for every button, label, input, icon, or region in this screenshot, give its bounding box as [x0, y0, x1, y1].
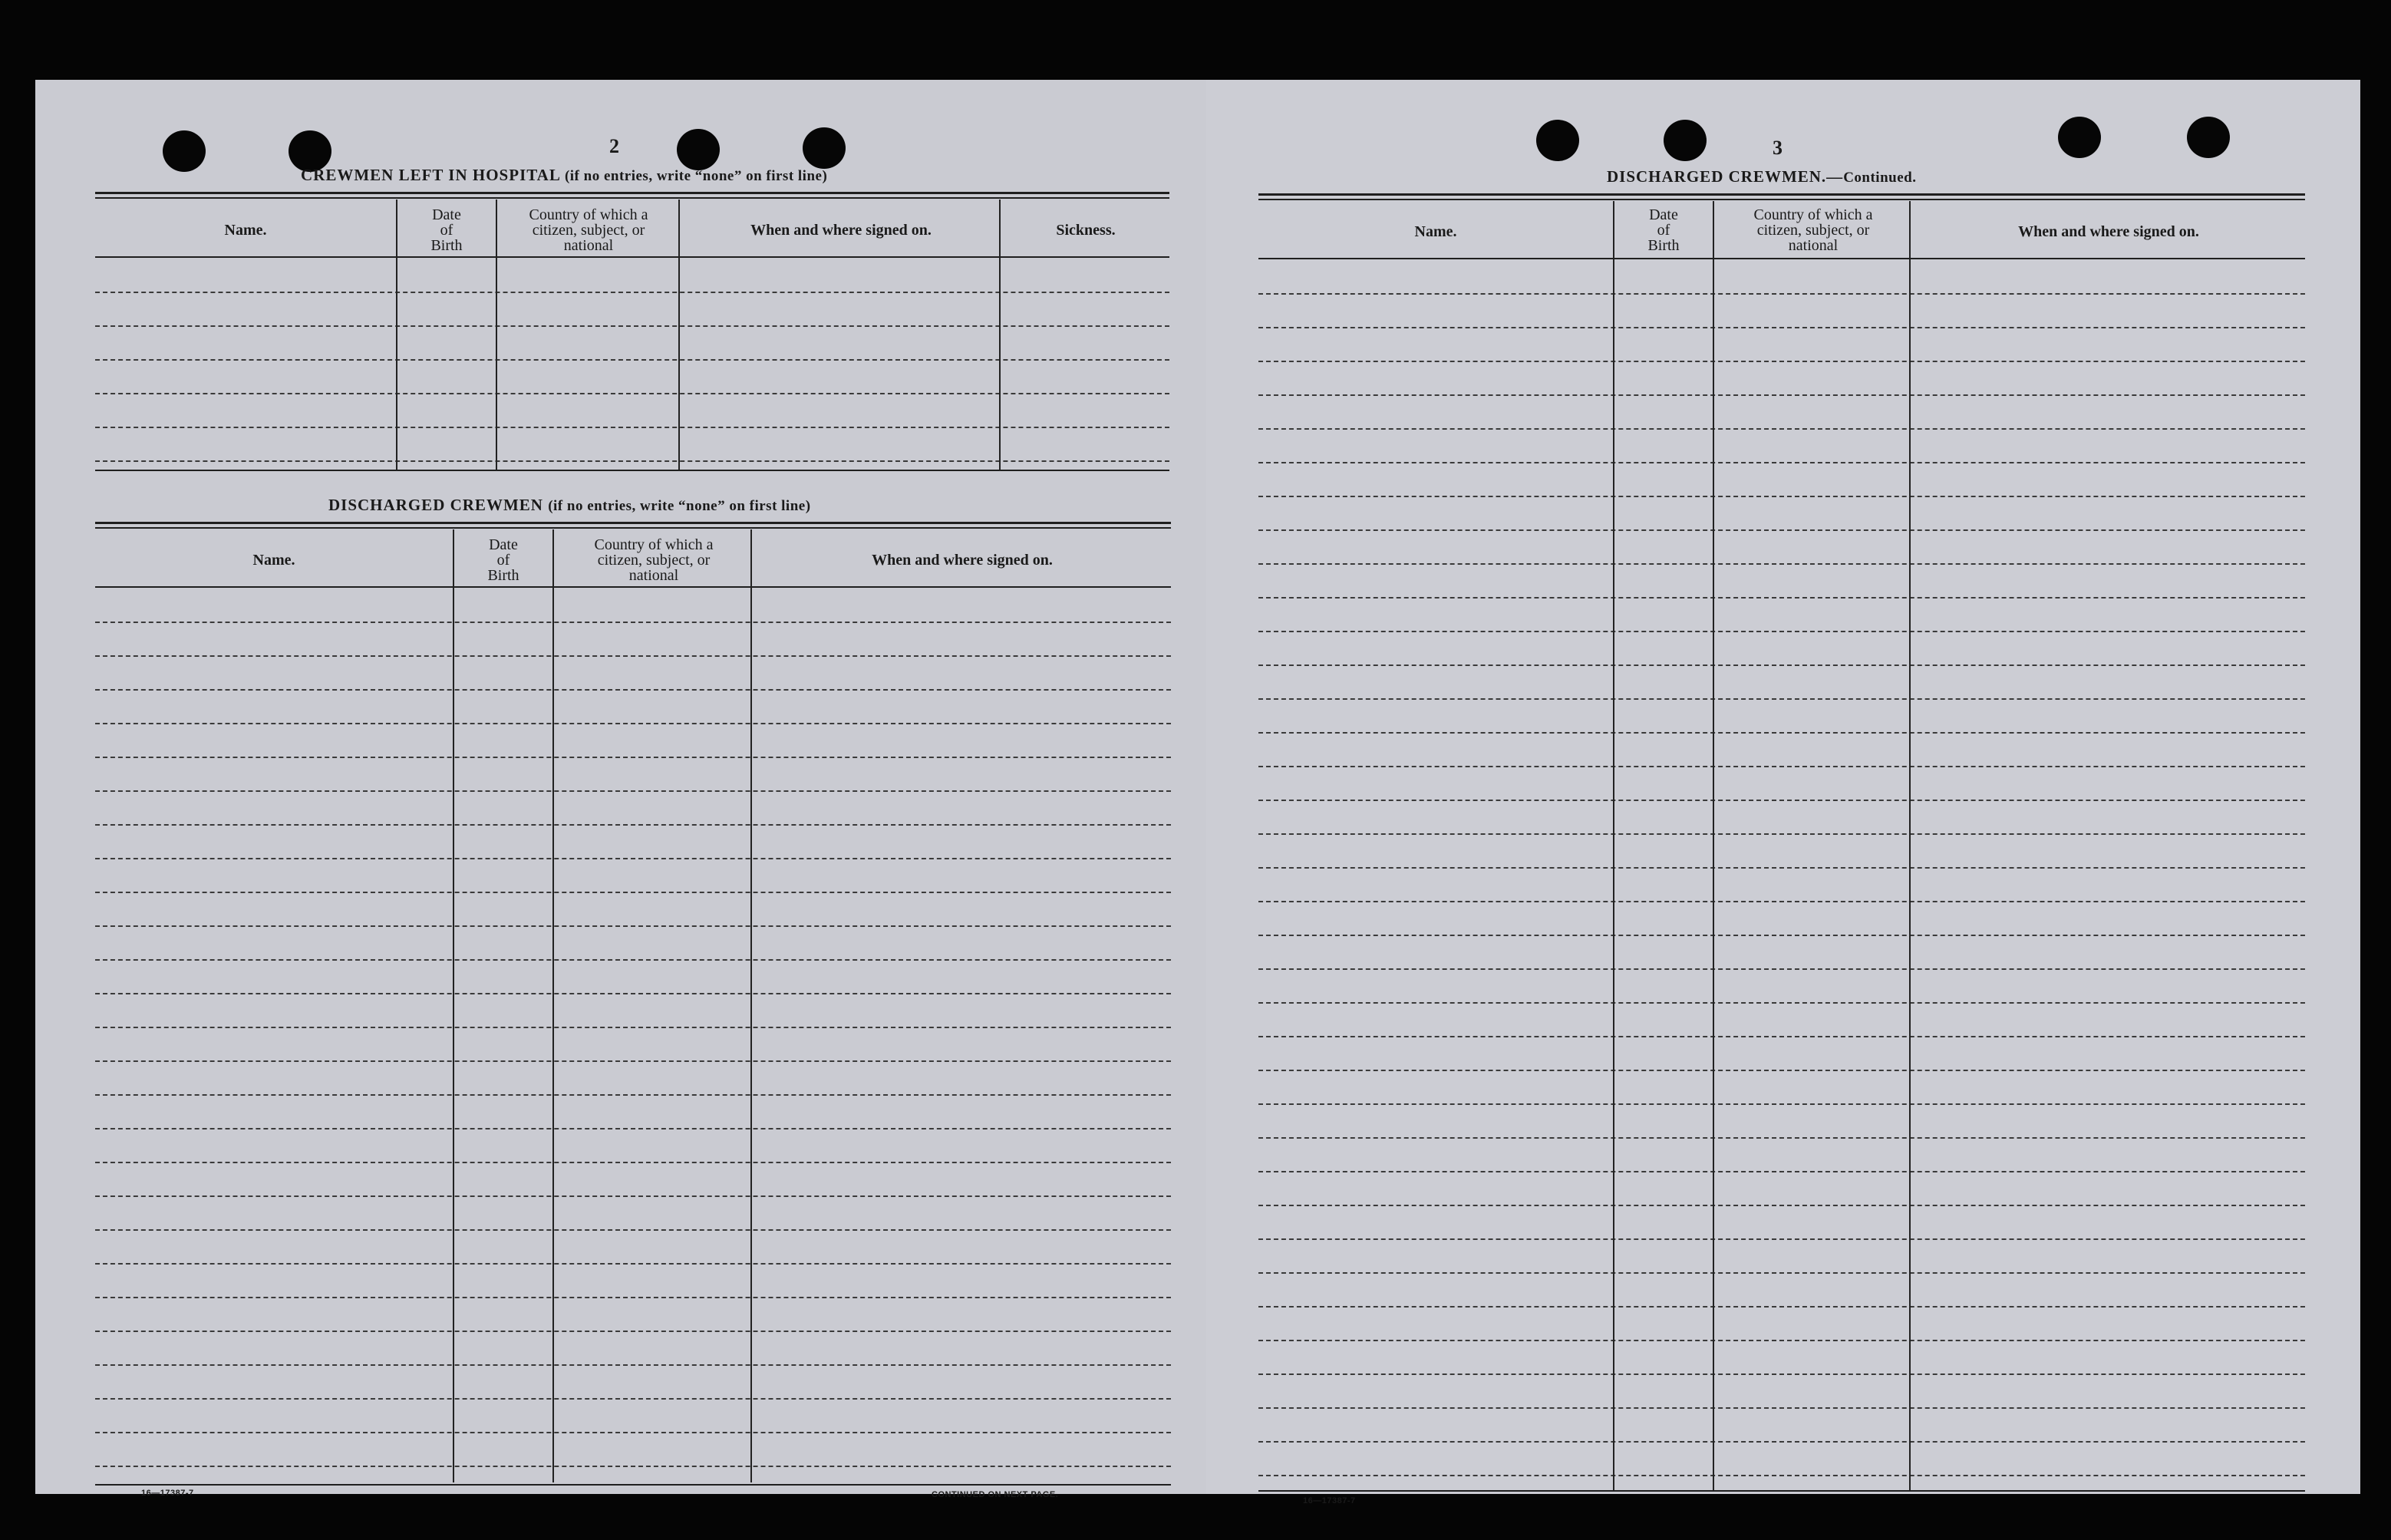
- discharged-subtitle-text: (if no entries, write “none” on first line): [548, 498, 811, 514]
- col-signed-on-header: When and where signed on.: [2018, 223, 2199, 240]
- blank-entry-line: [1258, 327, 2305, 328]
- blank-entry-line: [1258, 1272, 2305, 1274]
- column-divider: [1713, 201, 1714, 1490]
- hdr-line: citizen, subject, or: [532, 222, 645, 239]
- blank-entry-line: [1258, 732, 2305, 734]
- blank-entry-line: [95, 1466, 1171, 1467]
- continued-section-title: [1607, 167, 1916, 186]
- blank-entry-line: [95, 723, 1171, 724]
- punch-hole: [2058, 117, 2101, 158]
- form-number: 16—17387-7: [1303, 1496, 1356, 1505]
- continued-title-suffix: Continued.: [1843, 170, 1917, 186]
- page-number: 2: [609, 135, 619, 157]
- blank-entry-line: [1258, 563, 2305, 565]
- blank-entry-line: [1258, 968, 2305, 970]
- punch-hole: [803, 127, 846, 169]
- blank-entry-line: [1258, 1205, 2305, 1206]
- hdr-line: citizen, subject, or: [1756, 222, 1870, 239]
- hdr-line: national: [628, 567, 679, 584]
- table-top-rule: [95, 527, 1171, 529]
- blank-entry-line: [95, 655, 1171, 657]
- hdr-line: Date: [432, 206, 461, 223]
- form-number: 16—17387-7: [141, 1489, 194, 1498]
- punch-hole: [1536, 120, 1579, 161]
- column-divider: [396, 200, 397, 470]
- continued-note: CONTINUED ON NEXT PAGE.: [932, 1490, 1059, 1499]
- hdr-line: national: [1788, 237, 1839, 254]
- blank-entry-line: [95, 824, 1171, 826]
- blank-entry-line: [95, 1263, 1171, 1265]
- hdr-line: Country of which a: [594, 536, 714, 553]
- col-name-header: Name.: [224, 222, 267, 239]
- hdr-line: of: [1657, 222, 1670, 239]
- discharged-section-title: [328, 496, 811, 515]
- page-number: 3: [1773, 137, 1783, 159]
- column-divider: [453, 529, 454, 1482]
- blank-entry-line: [1258, 1171, 2305, 1172]
- punch-hole: [677, 129, 720, 170]
- blank-entry-line: [1258, 1070, 2305, 1071]
- blank-entry-line: [95, 460, 1169, 462]
- punch-hole: [2187, 117, 2230, 158]
- col-sickness-header: Sickness.: [1056, 222, 1116, 239]
- blank-entry-line: [95, 993, 1171, 994]
- blank-entry-line: [1258, 597, 2305, 599]
- blank-entry-line: [1258, 394, 2305, 396]
- header-bottom-rule: [1258, 258, 2305, 259]
- discharged-title-text: DISCHARGED CREWMEN: [328, 496, 543, 514]
- blank-entry-line: [95, 359, 1169, 361]
- blank-entry-line: [95, 1229, 1171, 1231]
- col-date-of-birth-header: [456, 537, 551, 583]
- header-bottom-rule: [95, 256, 1169, 258]
- col-country-header: [499, 207, 678, 253]
- table-bottom-rule: [95, 1484, 1171, 1486]
- blank-entry-line: [95, 925, 1171, 927]
- hospital-subtitle-text: (if no entries, write “none” on first line): [564, 168, 828, 184]
- hdr-line: citizen, subject, or: [597, 552, 711, 569]
- blank-entry-line: [1258, 361, 2305, 362]
- blank-entry-line: [1258, 1340, 2305, 1341]
- blank-entry-line: [1258, 867, 2305, 869]
- col-name-header: Name.: [252, 552, 295, 569]
- blank-entry-line: [1258, 664, 2305, 666]
- blank-entry-line: [95, 393, 1169, 394]
- blank-entry-line: [95, 427, 1169, 428]
- blank-entry-line: [1258, 1103, 2305, 1105]
- blank-entry-line: [1258, 462, 2305, 463]
- blank-entry-line: [1258, 1002, 2305, 1004]
- column-divider: [1613, 201, 1614, 1490]
- col-signed-on-header: When and where signed on.: [872, 552, 1053, 569]
- blank-entry-line: [95, 892, 1171, 893]
- column-divider: [1909, 201, 1911, 1490]
- header-bottom-rule: [95, 586, 1171, 588]
- blank-entry-line: [95, 689, 1171, 691]
- blank-entry-line: [95, 757, 1171, 758]
- right-page: [1206, 80, 2360, 1505]
- blank-entry-line: [1258, 1306, 2305, 1308]
- hospital-section-title: [301, 166, 827, 185]
- blank-entry-line: [1258, 1407, 2305, 1409]
- blank-entry-line: [95, 1128, 1171, 1129]
- hdr-line: of: [440, 222, 453, 239]
- column-divider: [678, 200, 680, 470]
- hdr-line: Country of which a: [529, 206, 648, 223]
- blank-entry-line: [1258, 428, 2305, 430]
- blank-entry-line: [1258, 935, 2305, 936]
- hdr-line: of: [496, 552, 510, 569]
- hdr-line: Birth: [1647, 237, 1680, 254]
- hospital-title-text: CREWMEN LEFT IN HOSPITAL: [301, 166, 560, 184]
- blank-entry-line: [95, 1331, 1171, 1332]
- table-top-rule: [1258, 193, 2305, 196]
- table-top-rule: [95, 522, 1171, 524]
- blank-entry-line: [95, 325, 1169, 327]
- col-country-header: [556, 537, 752, 583]
- left-page: [35, 80, 1206, 1499]
- col-signed-on-header: When and where signed on.: [750, 222, 932, 239]
- hdr-line: Date: [489, 536, 518, 553]
- blank-entry-line: [95, 1195, 1171, 1197]
- table-bottom-rule: [95, 470, 1169, 471]
- blank-entry-line: [1258, 1373, 2305, 1375]
- column-divider: [999, 200, 1001, 470]
- blank-entry-line: [1258, 1238, 2305, 1240]
- column-divider: [552, 529, 554, 1482]
- col-country-header: [1716, 207, 1911, 253]
- blank-entry-line: [1258, 901, 2305, 902]
- continued-title-text: DISCHARGED CREWMEN.—: [1607, 167, 1844, 186]
- blank-entry-line: [1258, 529, 2305, 531]
- blank-entry-line: [95, 1432, 1171, 1433]
- hdr-line: Date: [1649, 206, 1678, 223]
- hdr-line: national: [563, 237, 614, 254]
- punch-hole: [163, 130, 206, 172]
- blank-entry-line: [1258, 800, 2305, 801]
- table-top-rule: [95, 192, 1169, 194]
- blank-entry-line: [95, 858, 1171, 859]
- hdr-line: Birth: [487, 567, 519, 584]
- blank-entry-line: [95, 1297, 1171, 1298]
- blank-entry-line: [1258, 1441, 2305, 1443]
- blank-entry-line: [95, 292, 1169, 293]
- blank-entry-line: [1258, 1475, 2305, 1476]
- col-date-of-birth-header: [399, 207, 494, 253]
- blank-entry-line: [1258, 1036, 2305, 1037]
- blank-entry-line: [95, 1364, 1171, 1366]
- hdr-line: Birth: [430, 237, 463, 254]
- blank-entry-line: [95, 1094, 1171, 1096]
- punch-hole: [1664, 120, 1707, 161]
- column-divider: [750, 529, 752, 1482]
- hdr-line: Country of which a: [1753, 206, 1873, 223]
- blank-entry-line: [1258, 766, 2305, 767]
- table-top-rule: [95, 197, 1169, 199]
- blank-entry-line: [1258, 833, 2305, 835]
- blank-entry-line: [1258, 698, 2305, 700]
- col-name-header: Name.: [1414, 223, 1457, 240]
- blank-entry-line: [95, 622, 1171, 623]
- col-date-of-birth-header: [1616, 207, 1711, 253]
- column-divider: [496, 200, 497, 470]
- blank-entry-line: [1258, 496, 2305, 497]
- blank-entry-line: [1258, 293, 2305, 295]
- blank-entry-line: [1258, 1137, 2305, 1139]
- blank-entry-line: [1258, 631, 2305, 632]
- blank-entry-line: [95, 1027, 1171, 1028]
- table-top-rule: [1258, 199, 2305, 200]
- blank-entry-line: [95, 1060, 1171, 1062]
- blank-entry-line: [95, 1398, 1171, 1400]
- table-bottom-rule: [1258, 1490, 2305, 1492]
- blank-entry-line: [95, 959, 1171, 961]
- blank-entry-line: [95, 1162, 1171, 1163]
- blank-entry-line: [95, 790, 1171, 792]
